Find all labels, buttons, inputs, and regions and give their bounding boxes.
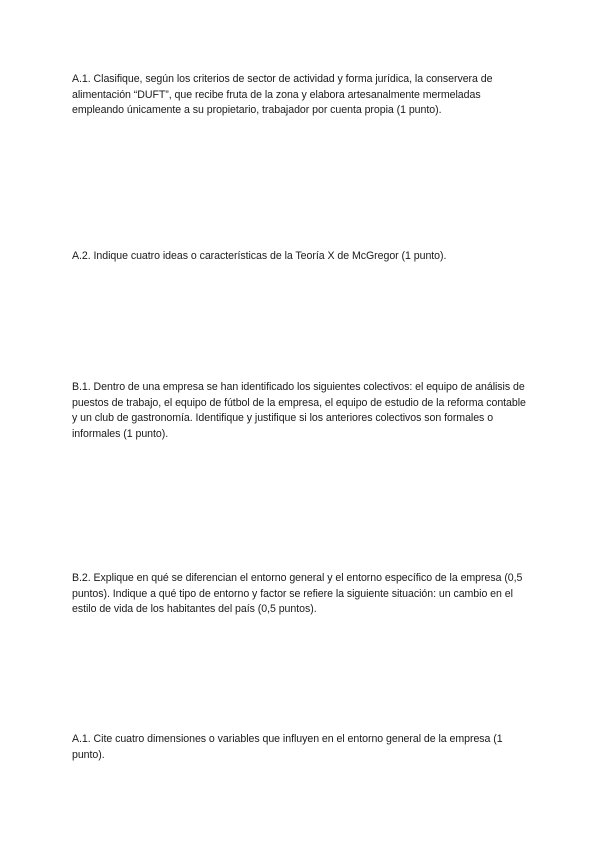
question-a1-dimensions: A.1. Cite cuatro dimensiones o variables que influyen en el entorno general de la empresa (1 punto). — [72, 733, 503, 761]
question-a1-classification: A.1. Clasifique, según los criterios de sector de actividad y forma jurídica, la conservera de alimentación “DUFT”, que recibe fruta de la zona y elabora artesanalmente mermeladas empleando únicamente a su propietario, trabajador por cuenta propia (1 punto). — [72, 73, 493, 116]
question-b1-collectives: B.1. Dentro de una empresa se han identificado los siguientes colectivos: el equipo de análisis de puestos de trabajo, el equipo de fútbol de la empresa, el equipo de estudio de la reforma contable y un club de gastronomía. Identifique y justifique si los anteriores colectivos son formales o informales (1 punto). — [72, 381, 526, 440]
question-a2-mcgregor: A.2. Indique cuatro ideas o características de la Teoría X de McGregor (1 punto). — [72, 250, 447, 262]
question-b2-environment: B.2. Explique en qué se diferencian el entorno general y el entorno específico de la empresa (0,5 puntos). Indique a qué tipo de entorno y factor se refiere la siguiente situación: un cambio en el estilo de vida de los habitantes del país (0,5 puntos). — [72, 572, 523, 615]
